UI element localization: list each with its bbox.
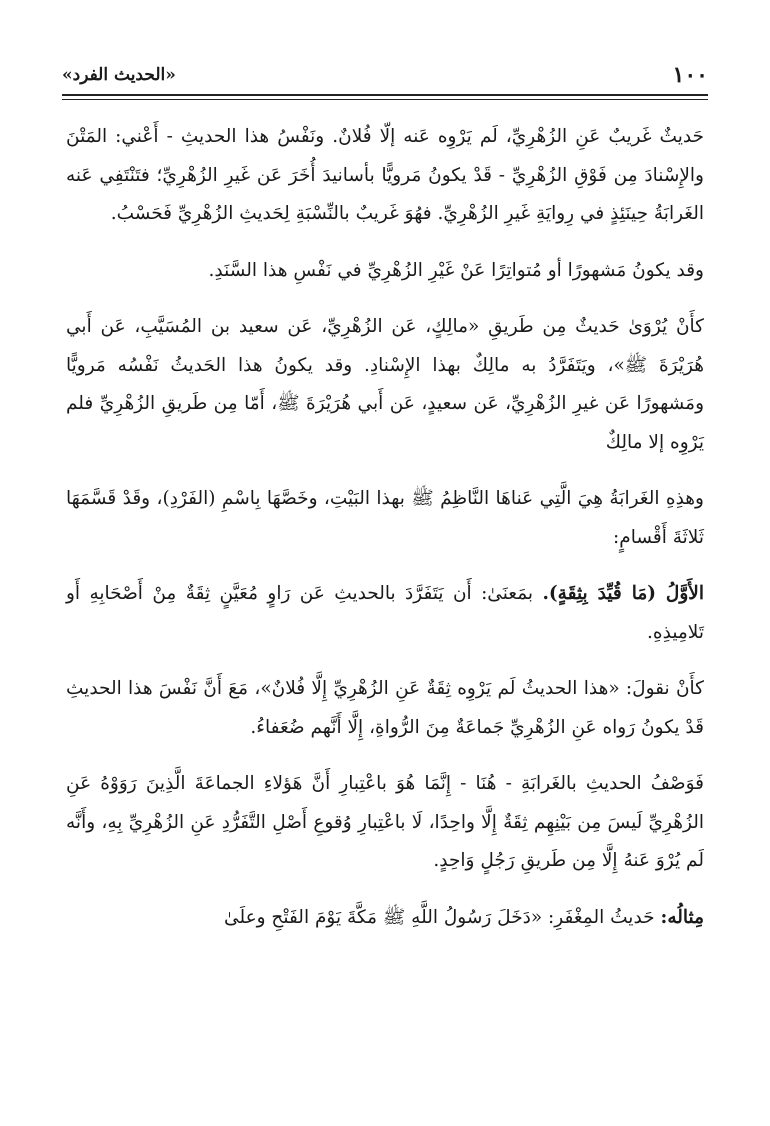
paragraph-text: كأَنْ يُرْوَىٰ حَديثٌ مِن طَريقِ «مالِكٍ، عَن الزُهْرِيِّ، عَن سعيد بن المُسَيَّبِ، عَن أَبي هُرَيْرَةَ ﷺ»، ويَتَفَرَّدُ به مالِكٌ بهذا الإِسْنادِ. وقد يكونُ هذا الحَديثُ نَفْسُه مَرويًّا ومَشهورًا عَن غيرِ الزُهْرِيِّ، عَن سعيدٍ، عَن أَبي هُرَيْرَةَ ﷺ، أَمّا مِن طَريقِ الزُهْرِيِّ فلم يَرْوِه إلا مالِكٌ [66, 316, 704, 453]
paragraph-8 [66, 899, 704, 938]
paragraph-7 [66, 765, 704, 881]
paragraph-2 [66, 252, 704, 291]
paragraph-text: وقد يكونُ مَشهورًا أو مُتواتِرًا عَنْ غَيْرِ الزُهْرِيِّ في نَفْسِ هذا السَّنَدِ. [208, 259, 704, 281]
paragraph-lead: مِثالُه: [660, 906, 704, 928]
header-rule-thin [62, 99, 708, 100]
page-number: ١٠٠ [672, 62, 708, 88]
paragraph-1 [66, 118, 704, 234]
paragraph-text: بمَعنَىٰ: أَن يَتَفَرَّدَ بالحديثِ عَن رَاوٍ مُعَيَّنٍ ثِقَةٌ مِنْ أَصْحَابِهِ أَو تَلامِيذِهِ. [66, 583, 704, 643]
paragraph-5 [66, 575, 704, 652]
page-body [66, 118, 704, 937]
paragraph-text: حَديثٌ غَريبٌ عَنِ الزُهْرِيِّ، لَم يَرْوِه عَنه إلّا فُلانٌ. ونَفْسُ هذا الحديثِ - أَعْني: المَتْنَ والإِسْنادَ مِن فَوْقِ الزُهْرِيِّ - قَدْ يكونُ مَرويًّا بأسانيدَ أُخَرَ عَن غَيرِ الزُهْرِيِّ؛ فتَنْتَفِي عَنه الغَرابَةُ حِينَئِذٍ في رِوايَةِ غَيرِ الزُهْرِيِّ. فهُوَ غَريبٌ بالنِّسْبَةِ لِحَديثِ الزُهْرِيِّ فَحَسْبُ. [66, 126, 704, 224]
paragraph-lead: الأَوَّلُ (مَا قُيِّدَ بِثِقَةٍ). [542, 583, 704, 604]
header-rule-thick [62, 94, 708, 96]
paragraph-3 [66, 308, 704, 462]
paragraph-6 [66, 670, 704, 747]
paragraph-text: كأَنْ نقولَ: «هذا الحديثُ لَم يَرْوِه ثِقَةٌ عَنِ الزُهْرِيِّ إِلَّا فُلانٌ»، مَعَ أَنَّ نَفْسَ هذا الحديثِ قَدْ يكونُ رَواه عَنِ الزُهْرِيِّ جَماعَةٌ مِنَ الرُّواةِ، إِلَّا أَنَّهم ضُعَفاءُ. [66, 678, 704, 738]
paragraph-text: وهذِهِ الغَرابَةُ هِيَ الَّتِي عَناهَا النَّاظِمُ ﷺ بهذا البَيْتِ، وخَصَّهَا بِاسْمِ (الفَرْدِ)، وقَدْ قَسَّمَهَا ثَلاثَةَ أَقْسامٍ: [66, 488, 704, 548]
page-header [62, 58, 708, 92]
paragraph-4 [66, 480, 704, 557]
paragraph-text: فَوَصْفُ الحديثِ بالغَرابَةِ - هُنَا - إِنَّمَا هُوَ باعْتِبارِ أَنَّ هَؤلاءِ الجماعَةَ الَّذِينَ رَوَوْهُ عَنِ الزُهْرِيِّ لَيسَ مِن بَيْنِهِم ثِقَةٌ إِلَّا واحِدًا، لَا باعْتِبارِ وُقوعِ أَصْلِ التَّفَرُّدِ عَنِ الزُهْرِيِّ بِهِ، وأَنَّه لَم يُرْوَ عَنهُ إِلَّا مِن طَريقِ رَجُلٍ وَاحِدٍ. [66, 773, 704, 871]
paragraph-text: حَديثُ المِغْفَرِ: «دَخَلَ رَسُولُ اللَّهِ ﷺ مَكَّةَ يَوْمَ الفَتْحِ وعلَىٰ [224, 906, 661, 928]
running-title: «الحديث الفرد» [62, 65, 176, 85]
